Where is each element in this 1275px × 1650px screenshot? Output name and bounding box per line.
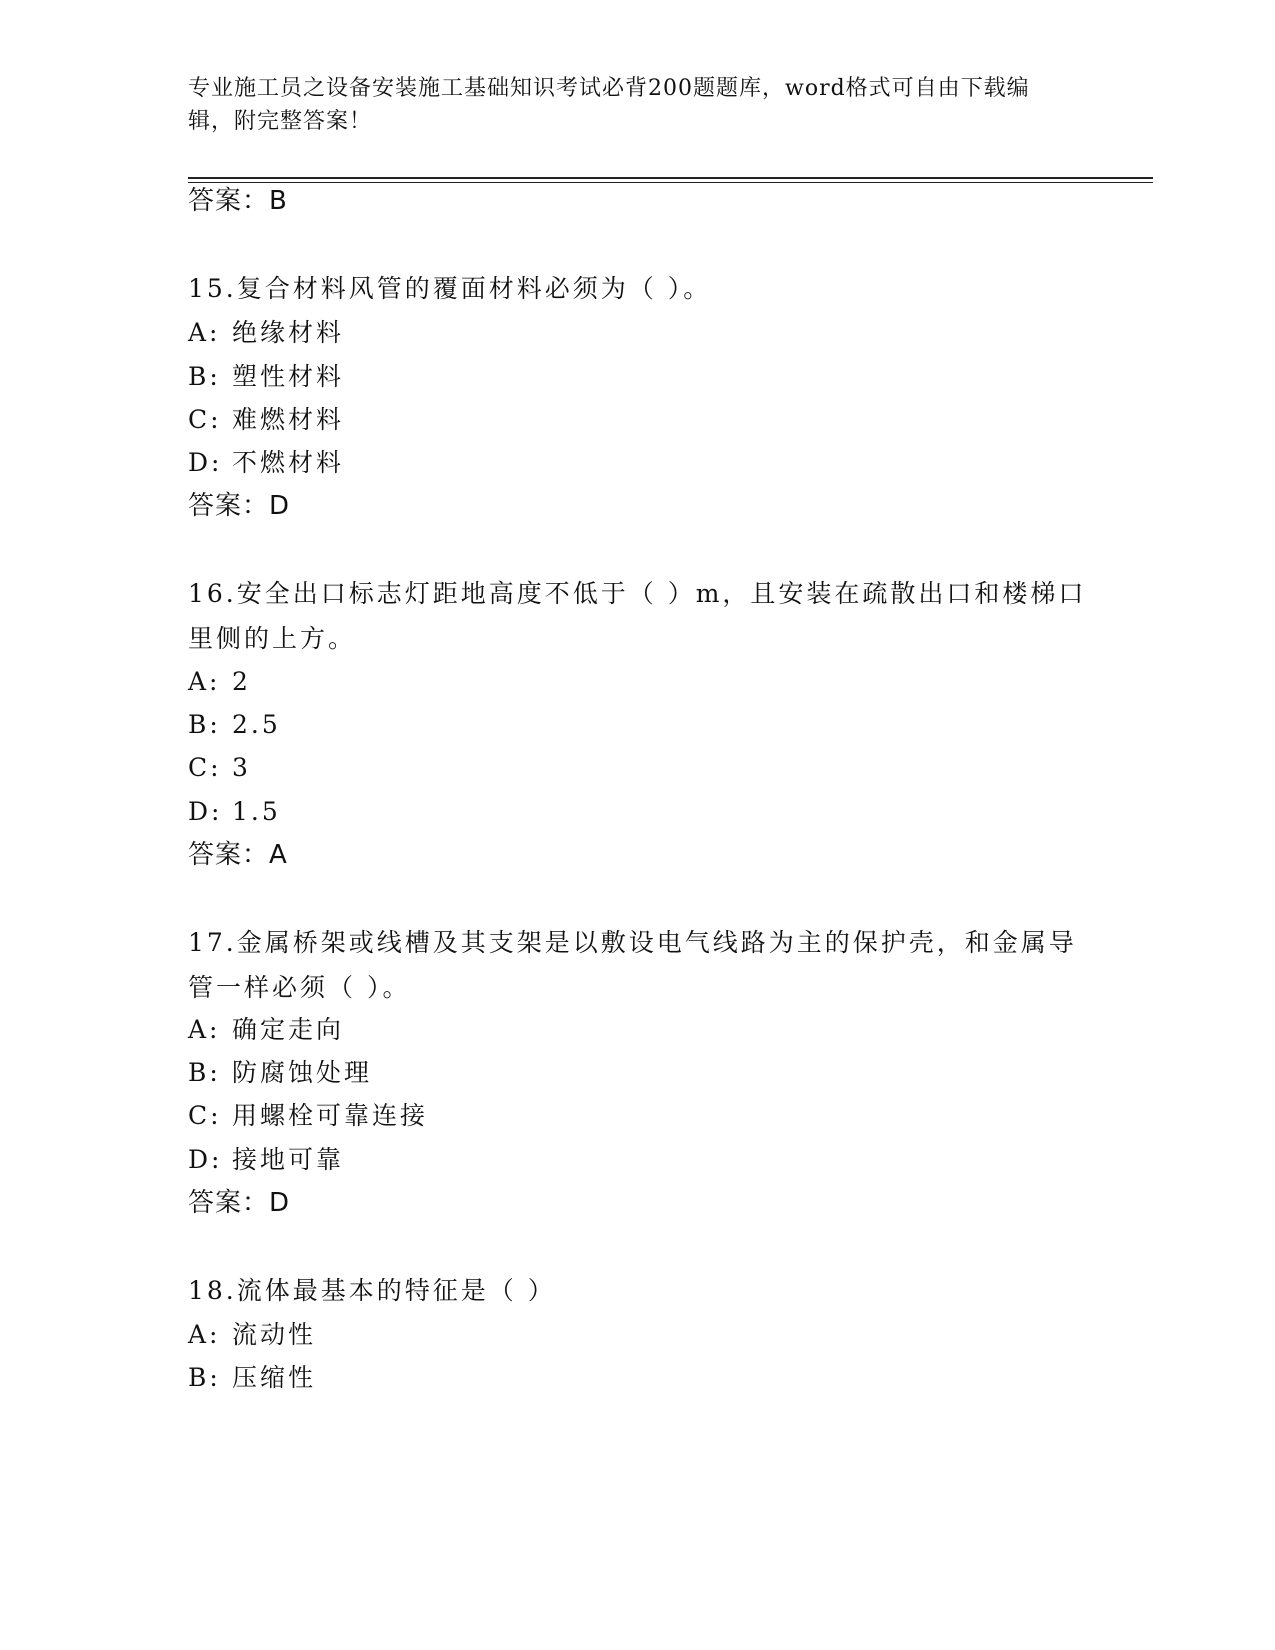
header-rule-thin xyxy=(188,182,1153,183)
option-letter: D: xyxy=(188,448,223,477)
answer-label: 答案： xyxy=(188,1188,270,1218)
option-text: 1.5 xyxy=(232,797,281,826)
option-letter: A: xyxy=(188,667,221,696)
option-letter: B: xyxy=(188,710,221,739)
option-text: 3 xyxy=(232,753,251,782)
option-b xyxy=(188,707,281,743)
option-letter: B: xyxy=(188,1058,221,1087)
option-b xyxy=(188,359,344,395)
answer-line xyxy=(188,183,288,219)
option-d xyxy=(188,445,344,481)
option-b xyxy=(188,1360,316,1396)
option-b xyxy=(188,1055,372,1091)
option-text: 绝缘材料 xyxy=(232,318,345,347)
option-c xyxy=(188,1098,428,1134)
option-text: 用螺栓可靠连接 xyxy=(232,1101,429,1130)
answer-label: 答案： xyxy=(188,840,270,870)
option-letter: B: xyxy=(188,1363,221,1392)
option-text: 不燃材料 xyxy=(232,448,345,477)
option-text: 接地可靠 xyxy=(232,1145,345,1174)
question-15 xyxy=(188,266,1088,311)
option-letter: C: xyxy=(188,753,222,782)
option-letter: B: xyxy=(188,362,221,391)
option-a xyxy=(188,1012,344,1048)
option-letter: A: xyxy=(188,1015,221,1044)
answer-line xyxy=(188,488,290,524)
option-a xyxy=(188,315,344,351)
option-text: 确定走向 xyxy=(232,1015,345,1044)
option-a xyxy=(188,664,251,700)
question-text: 流体最基本的特征是（ ） xyxy=(236,1276,556,1305)
question-17 xyxy=(188,920,1088,1010)
answer-line xyxy=(188,837,288,873)
option-text: 2 xyxy=(232,667,251,696)
question-number: 16. xyxy=(188,579,237,608)
question-number: 17. xyxy=(188,928,237,957)
option-letter: A: xyxy=(188,1320,221,1349)
page-header: 专业施工员之设备安装施工基础知识考试必背200题题库，word格式可自由下载编辑，附完整答案！ xyxy=(188,76,1030,134)
question-text: 金属桥架或线槽及其支架是以敷设电气线路为主的保护壳，和金属导管一样必须（ ）。 xyxy=(188,928,1077,1002)
option-letter: C: xyxy=(188,405,222,434)
option-a xyxy=(188,1317,316,1353)
option-d xyxy=(188,1142,344,1178)
option-text: 压缩性 xyxy=(232,1363,317,1392)
question-text: 安全出口标志灯距地高度不低于（ ）m，且安装在疏散出口和楼梯口里侧的上方。 xyxy=(188,579,1087,653)
option-letter: D: xyxy=(188,797,223,826)
header-rule-thick xyxy=(188,177,1153,179)
question-text: 复合材料风管的覆面材料必须为（ ）。 xyxy=(236,274,712,303)
option-d xyxy=(188,794,281,830)
option-c xyxy=(188,750,251,786)
option-c xyxy=(188,402,344,438)
question-18 xyxy=(188,1268,1088,1313)
option-text: 防腐蚀处理 xyxy=(232,1058,373,1087)
option-letter: D: xyxy=(188,1145,223,1174)
option-text: 塑性材料 xyxy=(232,362,345,391)
answer-label: 答案： xyxy=(188,491,270,521)
answer-value: D xyxy=(269,491,291,521)
question-number: 15. xyxy=(188,274,237,303)
question-16 xyxy=(188,571,1088,661)
option-letter: A: xyxy=(188,318,221,347)
option-letter: C: xyxy=(188,1101,222,1130)
answer-value: D xyxy=(269,1188,291,1218)
answer-value: B xyxy=(269,186,288,216)
option-text: 2.5 xyxy=(232,710,281,739)
option-text: 流动性 xyxy=(232,1320,317,1349)
question-number: 18. xyxy=(188,1276,237,1305)
answer-label: 答案： xyxy=(188,186,270,216)
answer-value: A xyxy=(269,840,288,870)
answer-line xyxy=(188,1185,290,1221)
option-text: 难燃材料 xyxy=(232,405,345,434)
